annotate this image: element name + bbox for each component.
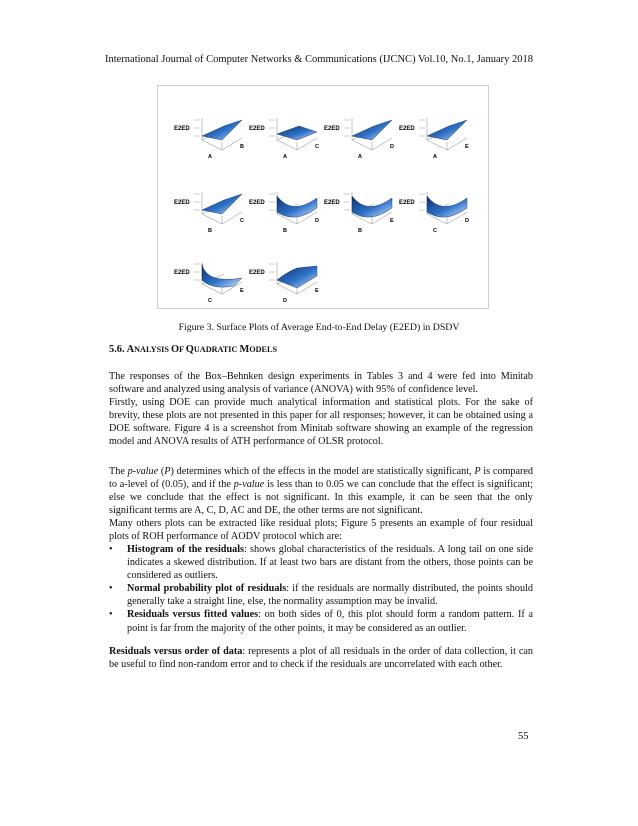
y-axis-label: E bbox=[315, 288, 319, 294]
x-axis-label: A bbox=[208, 154, 212, 160]
surface-plot-4 bbox=[397, 108, 473, 160]
paragraph-line: Residuals versus order of data: represents a plot of all residuals in the order of data collection, it can be useful to find non-random error and to check if the residuals are uncorrelated with each other. bbox=[109, 646, 533, 671]
x-axis-label: B bbox=[358, 228, 362, 234]
paragraph-line: Many others plots can be extracted like residual plots; Figure 5 presents an example of four residual plots of ROH performance of AODV protocol which are: bbox=[109, 518, 533, 543]
figure-surface-plots bbox=[157, 85, 489, 309]
z-axis-label: E2ED bbox=[174, 270, 190, 276]
z-axis-label: E2ED bbox=[249, 200, 265, 206]
surface-plot-10 bbox=[247, 252, 323, 304]
z-axis-label: E2ED bbox=[399, 200, 415, 206]
y-axis-label: B bbox=[240, 144, 244, 150]
y-axis-label: D bbox=[465, 218, 469, 224]
surface-plot-8 bbox=[397, 182, 473, 234]
x-axis-label: B bbox=[283, 228, 287, 234]
bullet-list bbox=[109, 543, 533, 635]
paragraph-pvalue bbox=[109, 465, 533, 544]
y-axis-label: D bbox=[390, 144, 394, 150]
z-axis-label: E2ED bbox=[324, 126, 340, 132]
page-number: 55 bbox=[518, 731, 529, 742]
figure-caption: Figure 3. Surface Plots of Average End-to-End Delay (E2ED) in DSDV bbox=[178, 322, 460, 333]
surface-plot-6 bbox=[247, 182, 323, 234]
surface-plot-7 bbox=[322, 182, 398, 234]
y-axis-label: E bbox=[240, 288, 244, 294]
paragraph-line: The p-value (P) determines which of the effects in the model are statistically significant, P is compared to a-level of (0.05), and if the p-value is less than to 0.05 we can conclude that the effect is significant; else we conclude that the effect is not significant. In this example, it can be seen that the only significant terms are A, C, D, AC and DE, the other terms are not significant. bbox=[109, 466, 533, 517]
list-item: • Normal probability plot of residuals: if the residuals are normally distributed, the points should generally take a straight line, else, the normality assumption may be invalid. bbox=[109, 583, 533, 608]
paragraph-anova bbox=[109, 370, 533, 449]
y-axis-label: C bbox=[240, 218, 244, 224]
y-axis-label: E bbox=[390, 218, 394, 224]
section-heading: 5.6. ANALYSIS OF QUADRATIC MODELS bbox=[109, 344, 278, 355]
z-axis-label: E2ED bbox=[249, 126, 265, 132]
x-axis-label: A bbox=[433, 154, 437, 160]
paragraph-residuals-order bbox=[109, 645, 533, 671]
z-axis-label: E2ED bbox=[399, 126, 415, 132]
z-axis-label: E2ED bbox=[324, 200, 340, 206]
x-axis-label: C bbox=[208, 298, 212, 304]
y-axis-label: C bbox=[315, 144, 319, 150]
x-axis-label: C bbox=[433, 228, 437, 234]
x-axis-label: D bbox=[283, 298, 287, 304]
x-axis-label: A bbox=[358, 154, 362, 160]
list-item: • Residuals versus fitted values: on both sides of 0, this plot should form a random pattern. If a point is far from the majority of the other points, it may be considered as an outlier. bbox=[109, 609, 533, 634]
surface-plot-3 bbox=[322, 108, 398, 160]
z-axis-label: E2ED bbox=[174, 200, 190, 206]
surface-plot-9 bbox=[172, 252, 248, 304]
y-axis-label: E bbox=[465, 144, 469, 150]
y-axis-label: D bbox=[315, 218, 319, 224]
paragraph-line: Firstly, using DOE can provide much analytical information and statistical plots. For the sake of brevity, these plots are not presented in this paper for all responses; however, it can be obtained using a DOE software. Figure 4 is a screenshot from Minitab software showing an example of the regression model and ANOVA results of ATH performance of OLSR protocol. bbox=[109, 397, 533, 448]
x-axis-label: B bbox=[208, 228, 212, 234]
list-item: • Histogram of the residuals: shows global characteristics of the residuals. A long tail on one side indicates a skewed distribution. If at least two bars are distant from the others, those points can be considered as outliers. bbox=[109, 544, 533, 582]
surface-plot-2 bbox=[247, 108, 323, 160]
z-axis-label: E2ED bbox=[174, 126, 190, 132]
running-header: International Journal of Computer Networks & Communications (IJCNC) Vol.10, No.1, January 2018 bbox=[104, 54, 534, 65]
surface-plot-1 bbox=[172, 108, 248, 160]
surface-plot-5 bbox=[172, 182, 248, 234]
paragraph-line: The responses of the Box–Behnken design experiments in Tables 3 and 4 were fed into Minitab software and analyzed using analysis of variance (ANOVA) with 95% of confidence level. bbox=[109, 371, 533, 396]
x-axis-label: A bbox=[283, 154, 287, 160]
z-axis-label: E2ED bbox=[249, 270, 265, 276]
